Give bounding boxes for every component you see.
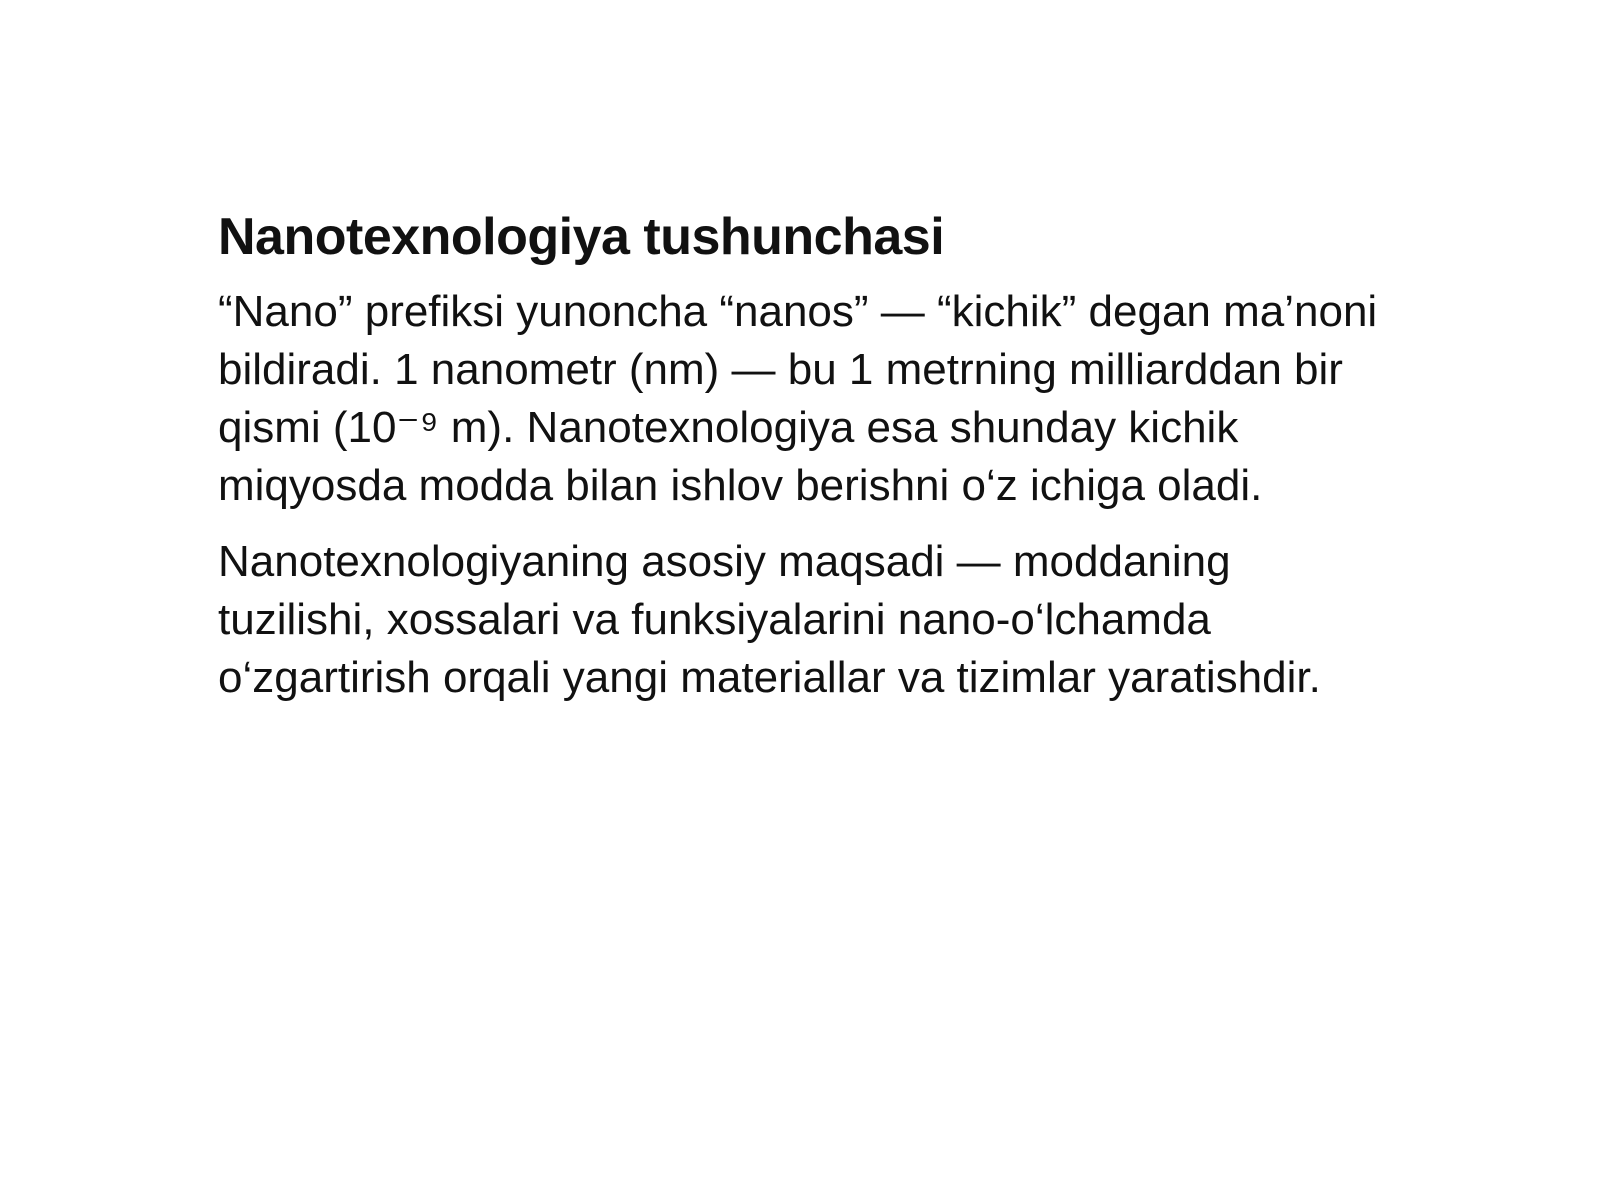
slide-title: Nanotexnologiya tushunchasi — [218, 208, 945, 266]
paragraph-definition: “Nano” prefiksi yunoncha “nanos” — “kichik” degan ma’noni bildiradi. 1 nanometr (nm) — bu 1 metrning milliarddan bir qismi (10⁻⁹ m). Nanotexnologiya esa shunday kichik miqyosda modda bilan ishlov berishni o‘z ichiga oladi. — [218, 287, 1378, 510]
slide-content — [218, 205, 1398, 725]
paragraph-goal: Nanotexnologiyaning asosiy maqsadi — moddaning tuzilishi, xossalari va funksiyalarini nano-o‘lchamda o‘zgartirish orqali yangi materiallar va tizimlar yaratishdir. — [218, 537, 1321, 702]
